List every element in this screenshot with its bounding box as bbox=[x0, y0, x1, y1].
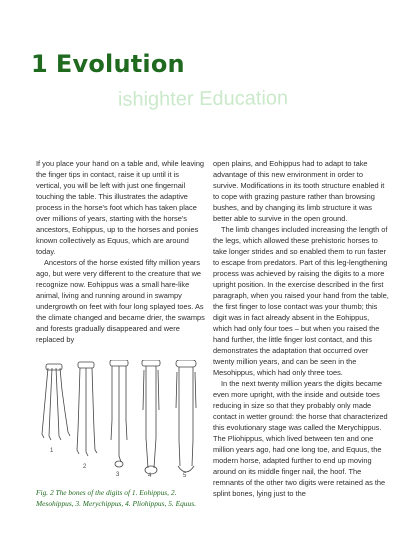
figure-label-4: 4 bbox=[148, 473, 152, 478]
digit-bones-figure bbox=[38, 360, 204, 478]
mesohippus-digits bbox=[77, 362, 97, 456]
paragraph: The limb changes included increasing the length of the legs, which allowed these prehistoric horses to take longer strides and so enabled them to run faster to escape from predators. Part of this leg-lengthening process was achieved by raising the digits to a more upright position. In the exercise described in the first paragraph, when you raised your hand from the table, the first finger to lose contact was your thumb; this digit was in fact already absent in the Eohippus, which had only four toes – but when you raised the hand further, the little finger lost contact, and this demonstrates the adaptation that occurred over twenty million years, and can be seen in the Mesohippus, which had only three toes. bbox=[213, 225, 389, 377]
left-column bbox=[36, 158, 206, 345]
equus-digits bbox=[176, 360, 196, 472]
figure-caption: Fig. 2 The bones of the digits of 1. Eohippus, 2. Mesohippus, 3. Merychippus, 4. Pliohippus, 5. Equus. bbox=[36, 488, 196, 508]
pliohippus-digits bbox=[142, 360, 160, 474]
figure-label-5: 5 bbox=[183, 473, 187, 478]
paragraph: open plains, and Eohippus had to adapt to take advantage of this new environment in order to survive. Modifications in its tooth structure enabled it to cope with grazing pasture rather than browsing bushes, and by changing its limb structure it was better able to survive in the open ground. bbox=[213, 159, 385, 223]
right-column bbox=[213, 158, 389, 499]
chapter-title: Evolution bbox=[55, 50, 185, 78]
chapter-heading bbox=[31, 50, 185, 78]
figure-label-2: 2 bbox=[83, 464, 87, 470]
figure-label-3: 3 bbox=[116, 472, 120, 478]
watermark: ishighter Education bbox=[117, 87, 289, 111]
merychippus-digits bbox=[110, 360, 128, 467]
paragraph: Ancestors of the horse existed fifty million years ago, but were very different to the creature that we recognize now. Eohippus was a small hare-like animal, living and running around in swampy undergrowth on feet with four long splayed toes. As the climate changed and became drier, the swamps and forests gradually disappeared and were replaced by bbox=[36, 258, 205, 344]
chapter-number: 1 bbox=[31, 50, 48, 78]
figure-label-1: 1 bbox=[50, 448, 54, 454]
paragraph: In the next twenty million years the digits became even more upright, with the inside and outside toes reducing in size so that they probably only made contact in wetter ground: the horse that characterized this evolutionary stage was called the Merychippus. The Pliohippus, which lived between ten and one million years ago, had one long toe, and Equus, the modern horse, adapted further to end up moving around on its middle finger nail, the hoof. The remnants of the other two digits were retained as the splint bones, lying just to the bbox=[213, 379, 388, 498]
eohippus-digits bbox=[42, 364, 70, 440]
paragraph: If you place your hand on a table and, while leaving the finger tips in contact, raise it up until it is vertical, you will be left with just one fingernail touching the table. This illustrates the adaptive process in the horse's foot which has taken place over millions of years, starting with the horse's ancestors, Eohippus, up to the horses and ponies known collectively as Equus, which are around today. bbox=[36, 159, 205, 256]
digit-bones-illustration bbox=[38, 360, 204, 478]
